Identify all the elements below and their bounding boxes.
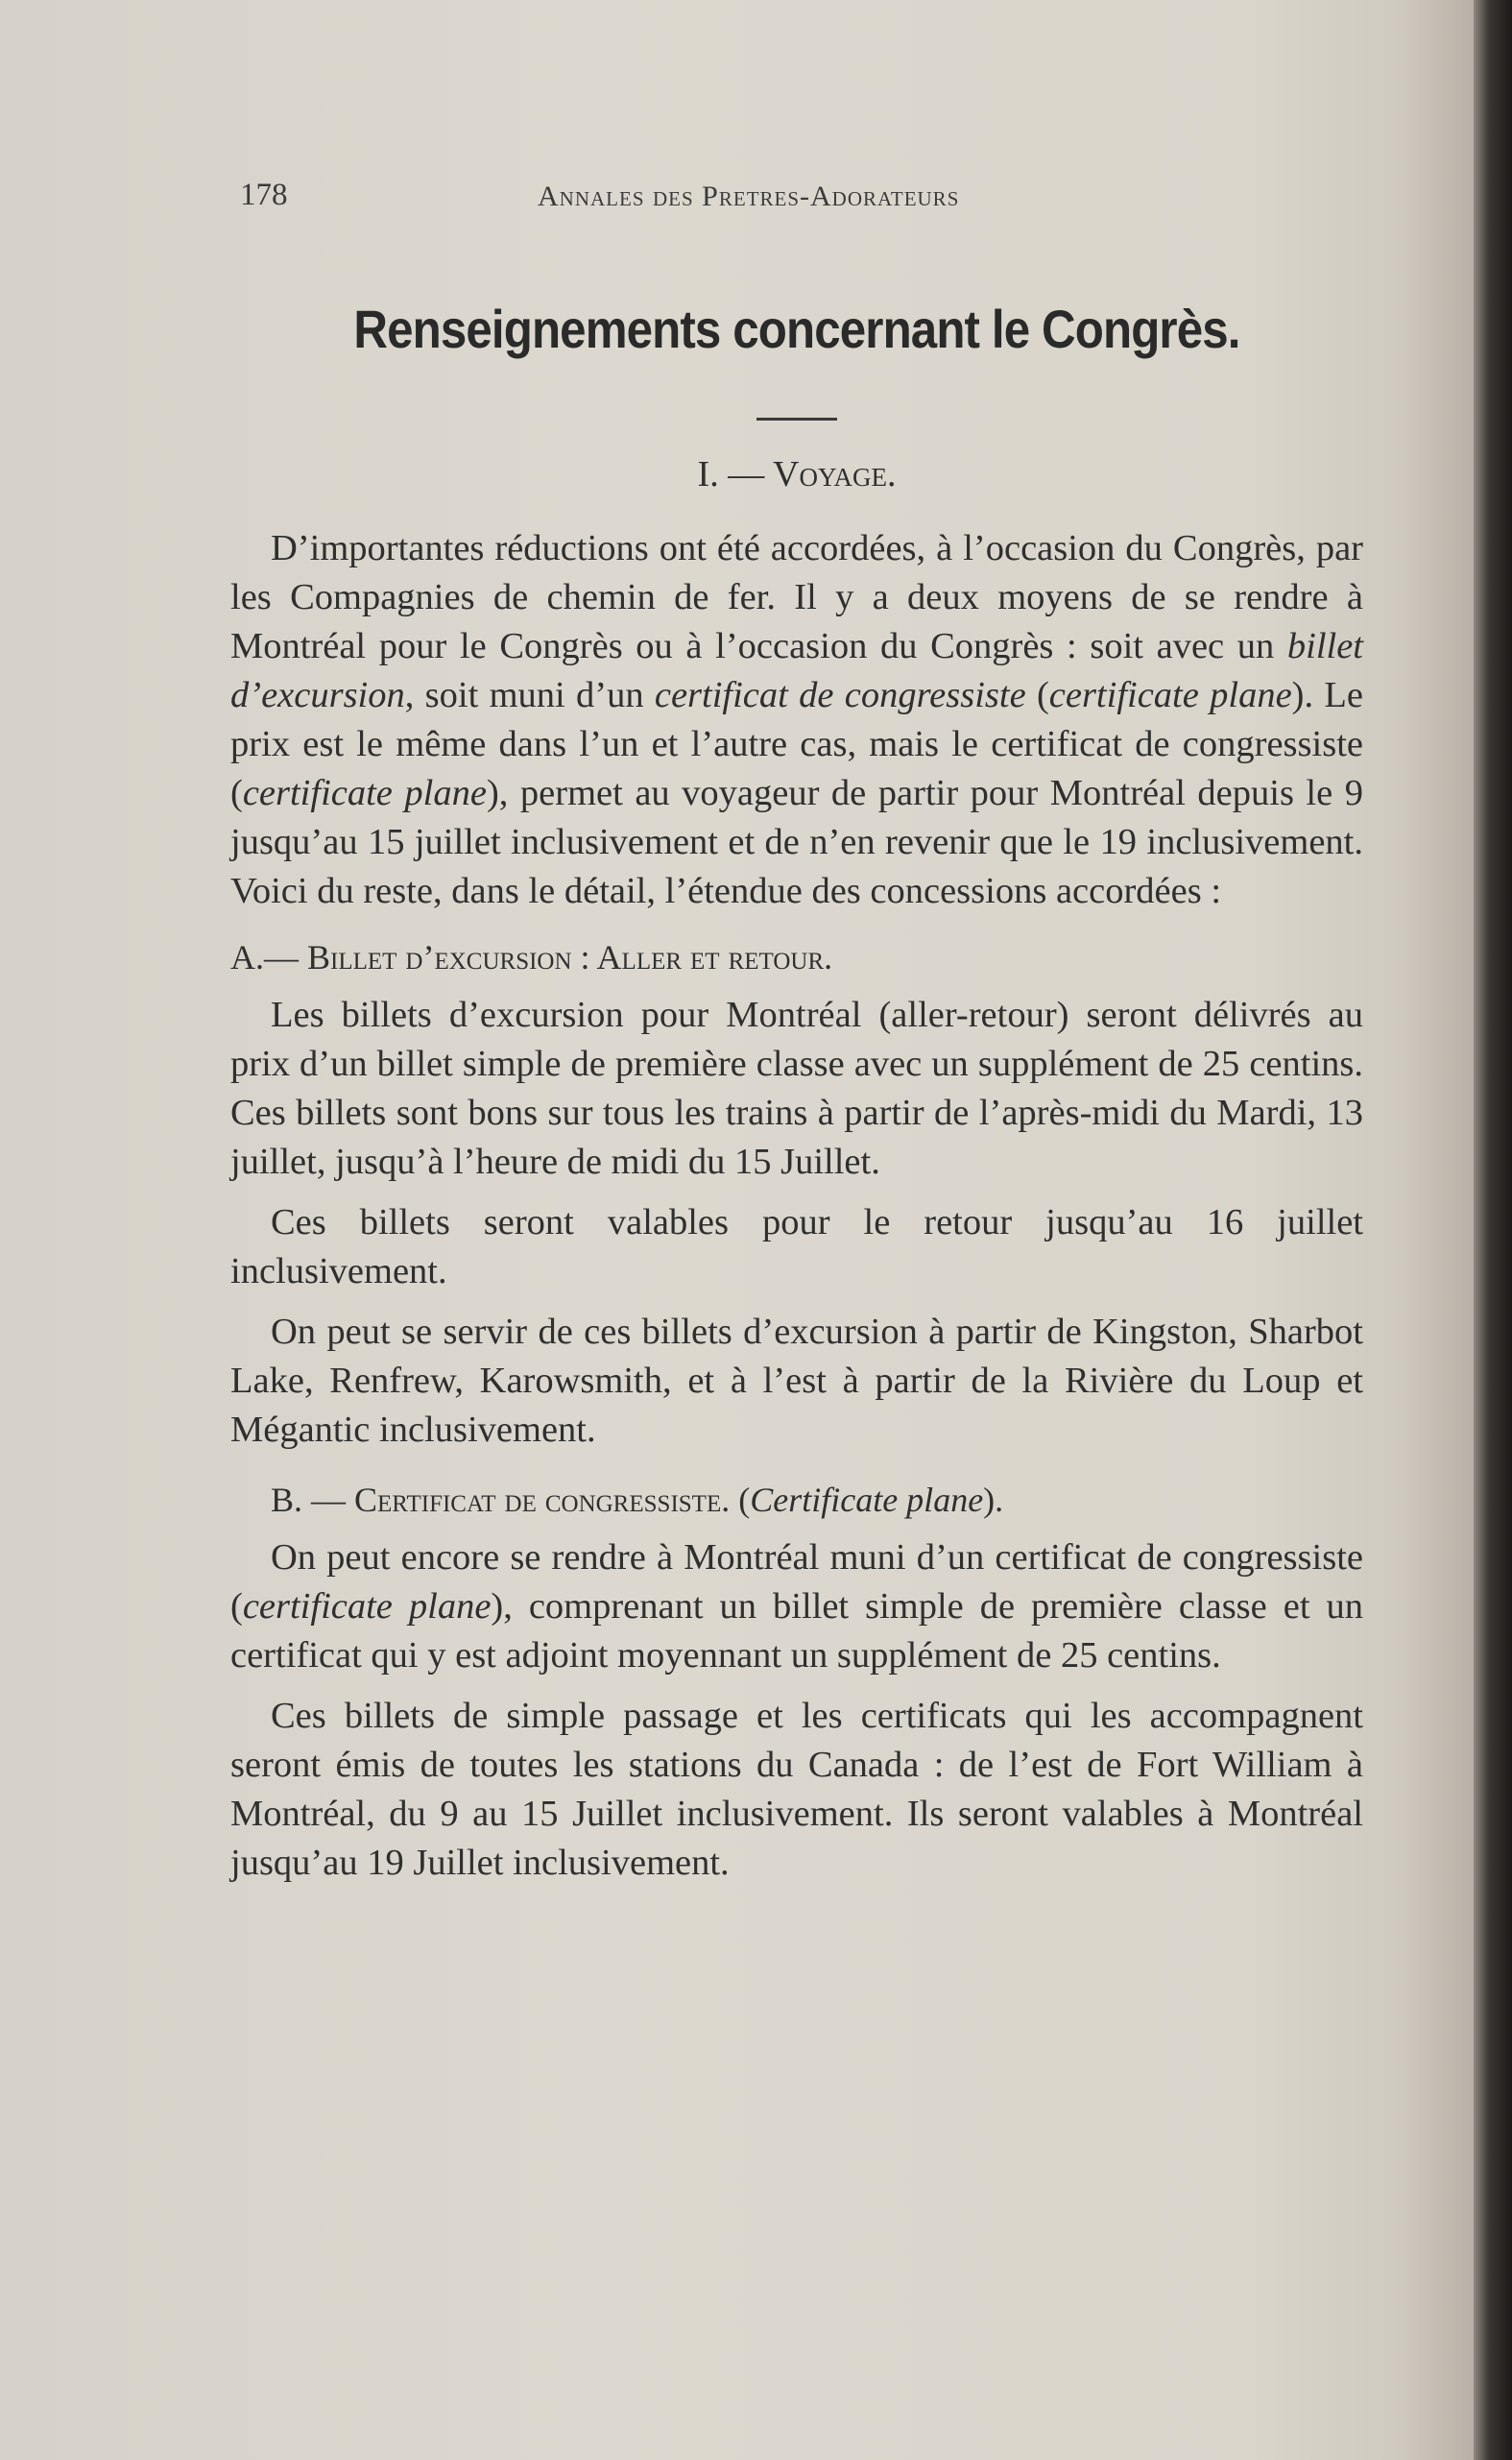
subsection-b-text-2: ), comprenant un billet simple de première classe et un certificat qui y est adjoint moyennant un supplément de 25 centins. bbox=[230, 1586, 1363, 1676]
subsection-b-paragraph-2: Ces billets de simple passage et les certificats qui les accompagnent seront émis de toutes les stations du Canada : de l’est de Fort William à Montréal, du 9 au 15 Juillet inclusivement. Ils seront valables à Montréal jusqu’au 19 Juillet inclusivement. bbox=[230, 1696, 1363, 1883]
subsection-b-paren-open: ( bbox=[730, 1481, 751, 1519]
page-number: 178 bbox=[240, 178, 288, 212]
intro-text-2: , soit muni d’un bbox=[404, 675, 655, 715]
page-title: Renseignements concernant le Congrès. bbox=[353, 299, 1240, 359]
subsection-a-paragraph-3: On peut se servir de ces billets d’excursion à partir de Kingston, Sharbot Lake, Renfrew, Karowsmith, et à l’est à partir de la Rivière du Loup et Mégantic inclusivement. bbox=[230, 1312, 1363, 1450]
intro-text-5: ), permet au voyageur de partir pour Montréal depuis le 9 jusqu’au 15 juillet inclusivement et de n’en revenir que le 19 inclusivement. Voici du reste, dans le détail, l’étendue des concessions accordées : bbox=[230, 773, 1363, 911]
title-divider bbox=[756, 418, 837, 421]
intro-italic-2: certificat de congressiste bbox=[654, 675, 1026, 715]
intro-paragraph bbox=[230, 524, 1363, 916]
intro-text-3: ( bbox=[1025, 675, 1049, 715]
intro-italic-1: billet d’excursion bbox=[230, 626, 1363, 715]
subsection-a-paragraph-2: Ces billets seront valables pour le retour jusqu’au 16 juillet inclusivement. bbox=[230, 1202, 1363, 1291]
intro-italic-3: certificate plane bbox=[1048, 675, 1292, 715]
subsection-b-heading-text: B. — Certificat de congressiste. bbox=[271, 1481, 731, 1519]
subsection-b-heading bbox=[230, 1476, 1363, 1524]
running-head bbox=[240, 173, 1368, 221]
intro-italic-4: certificate plane bbox=[242, 773, 487, 813]
intro-text-4: ). Le prix est le même dans l’un et l’autre cas, mais le certificat de congressiste ( bbox=[230, 675, 1363, 813]
intro-text-1: D’importantes réductions ont été accordées, à l’occasion du Congrès, par les Compagnies de chemin de fer. Il y a deux moyens de se rendre à Montréal pour le Congrès ou à l’occasion du Congrès : soit avec un bbox=[230, 528, 1363, 666]
running-title: Annales des Pretres-Adorateurs bbox=[538, 181, 960, 212]
page-content bbox=[230, 298, 1363, 1888]
subsection-b-paragraph-1 bbox=[230, 1533, 1363, 1680]
subsection-b-italic: certificate plane bbox=[242, 1586, 492, 1627]
section-heading: I. — Voyage. bbox=[697, 454, 897, 494]
subsection-b-text-1: On peut encore se rendre à Montréal muni d’un certificat de congressiste ( bbox=[230, 1537, 1363, 1627]
subsection-a-paragraph-1: Les billets d’excursion pour Montréal (aller-retour) seront délivrés au prix d’un billet simple de première classe avec un supplément de 25 centins. Ces billets sont bons sur tous les trains à partir de l’après-midi du Mardi, 13 juillet, jusqu’à l’heure de midi du 15 Juillet. bbox=[230, 995, 1363, 1182]
subsection-b-paren-close: ). bbox=[983, 1481, 1004, 1519]
subsection-b-heading-italic: Certificate plane bbox=[750, 1481, 984, 1519]
book-spine-edge bbox=[1474, 0, 1512, 2460]
subsection-a-heading: A.— Billet d’excursion : Aller et retour. bbox=[230, 938, 833, 977]
